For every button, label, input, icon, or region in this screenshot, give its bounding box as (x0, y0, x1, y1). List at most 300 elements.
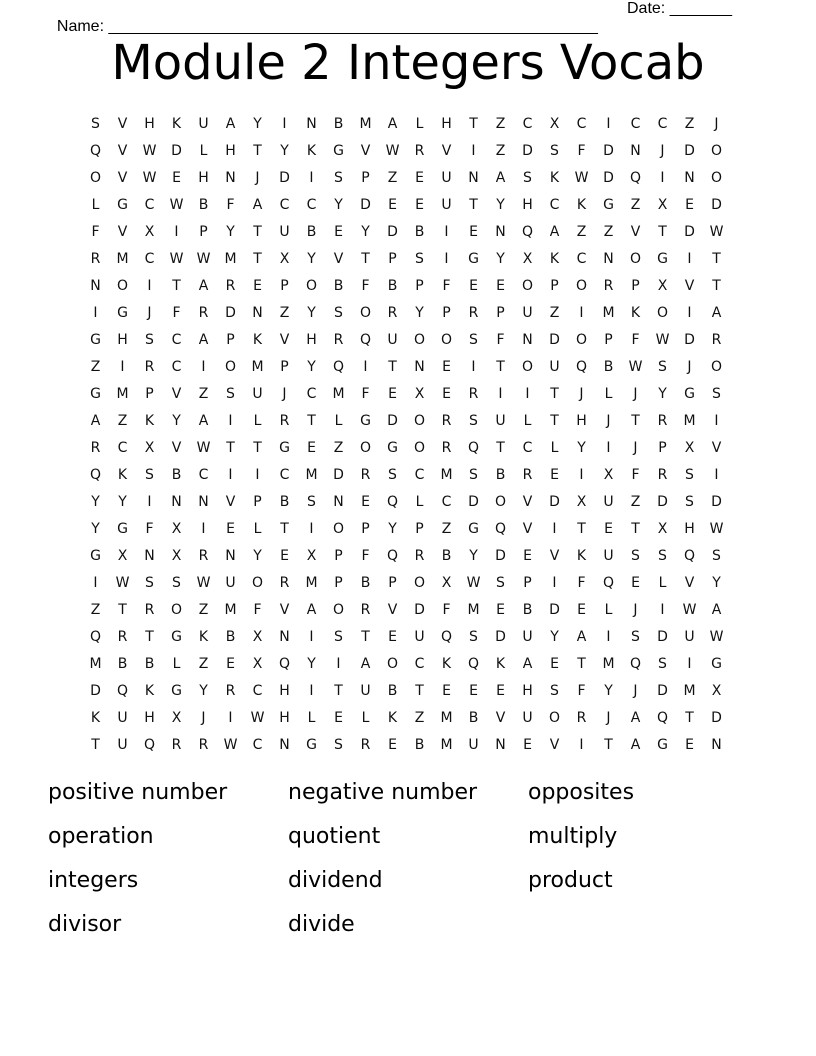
grid-letter: S (712, 386, 721, 402)
grid-letter: T (334, 683, 343, 699)
grid-letter: R (387, 305, 398, 321)
grid-letter: E (631, 575, 640, 591)
grid-letter: P (388, 575, 397, 591)
grid-letter: P (280, 278, 289, 294)
grid-row (82, 705, 730, 732)
grid-letter: U (603, 494, 614, 510)
grid-letter: X (171, 710, 182, 726)
grid-letter: G (171, 629, 182, 645)
grid-letter: B (333, 116, 344, 132)
grid-letter: Q (386, 548, 399, 564)
grid-letter: M (683, 413, 696, 429)
grid-letter: X (576, 494, 587, 510)
grid-letter: Z (279, 305, 290, 321)
grid-letter: E (685, 737, 694, 753)
grid-letter: X (117, 548, 128, 564)
grid-letter: I (687, 251, 692, 267)
grid-letter: I (282, 116, 287, 132)
grid-letter: X (684, 440, 695, 456)
grid-letter: I (363, 359, 368, 375)
grid-letter: Z (117, 413, 128, 429)
grid-letter: C (252, 737, 263, 753)
grid-letter: Q (575, 359, 588, 375)
grid-letter: Z (630, 197, 641, 213)
grid-letter: O (413, 440, 426, 456)
grid-letter: Y (334, 197, 343, 213)
grid-letter: R (441, 413, 452, 429)
grid-letter: U (522, 305, 533, 321)
grid-letter: D (279, 170, 290, 186)
grid-letter: L (604, 602, 613, 618)
grid-letter: H (522, 197, 533, 213)
grid-letter: J (633, 602, 638, 618)
grid-letter: S (550, 143, 559, 159)
grid-letter: I (660, 170, 665, 186)
grid-letter: R (657, 413, 668, 429)
grid-letter: W (466, 575, 481, 591)
grid-letter: I (228, 413, 233, 429)
grid-letter: D (657, 494, 668, 510)
grid-letter: E (604, 521, 613, 537)
grid-letter: B (144, 656, 155, 672)
grid-letter: E (280, 548, 289, 564)
grid-letter: E (496, 278, 505, 294)
grid-letter: Q (89, 629, 102, 645)
grid-letter: Z (441, 521, 452, 537)
grid-letter: D (684, 143, 695, 159)
grid-letter: P (442, 305, 451, 321)
grid-letter: S (145, 332, 154, 348)
word-list (48, 777, 768, 941)
grid-letter: M (602, 656, 615, 672)
grid-letter: I (471, 359, 476, 375)
grid-letter: M (116, 386, 129, 402)
grid-letter: C (171, 359, 182, 375)
grid-letter: L (91, 197, 100, 213)
grid-letter: P (361, 521, 370, 537)
grid-letter: T (496, 359, 505, 375)
grid-letter: P (361, 170, 370, 186)
grid-letter: X (252, 656, 263, 672)
grid-letter: I (606, 629, 611, 645)
grid-letter: M (440, 710, 453, 726)
grid-letter: O (170, 602, 183, 618)
grid-letter: X (603, 467, 614, 483)
grid-letter: B (306, 224, 317, 240)
grid-letter: T (118, 602, 127, 618)
grid-letter: Z (198, 602, 209, 618)
grid-letter: P (658, 440, 667, 456)
grid-letter: E (469, 683, 478, 699)
grid-letter: L (334, 413, 343, 429)
grid-letter: T (496, 440, 505, 456)
grid-letter: A (630, 737, 641, 753)
grid-letter: E (415, 197, 424, 213)
grid-letter: A (198, 332, 209, 348)
grid-letter: D (603, 170, 614, 186)
grid-letter: M (683, 683, 696, 699)
grid-letter: B (225, 629, 236, 645)
grid-letter: L (361, 710, 370, 726)
grid-letter: A (360, 656, 371, 672)
grid-letter: V (117, 116, 128, 132)
grid-letter: S (145, 467, 154, 483)
grid-letter: Q (440, 629, 453, 645)
grid-letter: P (226, 332, 235, 348)
grid-letter: Z (90, 359, 101, 375)
grid-letter: T (469, 197, 478, 213)
grid-letter: Q (89, 143, 102, 159)
grid-row (82, 435, 730, 462)
grid-letter: U (360, 683, 371, 699)
grid-letter: S (145, 575, 154, 591)
grid-letter: E (442, 386, 451, 402)
grid-letter: I (147, 278, 152, 294)
grid-letter: I (201, 359, 206, 375)
grid-letter: T (712, 251, 721, 267)
grid-letter: C (144, 251, 155, 267)
grid-letter: R (360, 737, 371, 753)
grid-letter: S (469, 413, 478, 429)
grid-letter: F (496, 332, 505, 348)
grid-letter: Y (172, 413, 181, 429)
grid-letter: B (387, 278, 398, 294)
grid-letter: U (441, 170, 452, 186)
grid-letter: H (306, 332, 317, 348)
grid-letter: D (522, 143, 533, 159)
grid-letter: G (360, 413, 371, 429)
grid-letter: N (468, 170, 479, 186)
grid-letter: G (90, 332, 101, 348)
grid-letter: O (440, 332, 453, 348)
grid-letter: O (359, 440, 372, 456)
grid-letter: G (333, 143, 344, 159)
grid-letter: J (606, 710, 611, 726)
date-field-label: Date: _______ (627, 0, 732, 17)
grid-letter: N (279, 737, 290, 753)
grid-row (82, 354, 730, 381)
grid-letter: R (414, 143, 425, 159)
grid-letter: C (522, 440, 533, 456)
grid-letter: Q (629, 656, 642, 672)
grid-letter: B (117, 656, 128, 672)
grid-letter: X (549, 116, 560, 132)
grid-letter: D (684, 332, 695, 348)
grid-letter: E (307, 440, 316, 456)
grid-letter: S (415, 251, 424, 267)
grid-letter: H (576, 413, 587, 429)
grid-letter: H (441, 116, 452, 132)
grid-letter: I (228, 467, 233, 483)
grid-row (82, 219, 730, 246)
grid-letter: D (495, 629, 506, 645)
grid-letter: D (549, 602, 560, 618)
grid-letter: X (306, 548, 317, 564)
grid-letter: Z (198, 386, 209, 402)
grid-letter: D (171, 143, 182, 159)
grid-letter: U (549, 359, 560, 375)
grid-letter: R (657, 467, 668, 483)
grid-letter: G (468, 251, 479, 267)
grid-letter: V (522, 521, 533, 537)
grid-letter: O (710, 170, 723, 186)
grid-row (82, 570, 730, 597)
grid-letter: K (441, 656, 452, 672)
word-list-item: divide (288, 912, 355, 937)
grid-row (82, 381, 730, 408)
grid-letter: E (388, 629, 397, 645)
grid-letter: F (361, 548, 370, 564)
grid-letter: E (334, 710, 343, 726)
grid-letter: E (334, 224, 343, 240)
grid-letter: P (334, 575, 343, 591)
grid-letter: W (709, 629, 724, 645)
grid-letter: S (550, 683, 559, 699)
grid-letter: O (89, 170, 102, 186)
grid-letter: O (521, 278, 534, 294)
grid-letter: T (631, 413, 640, 429)
grid-letter: T (253, 440, 262, 456)
grid-letter: C (414, 656, 425, 672)
grid-row (82, 651, 730, 678)
grid-letter: Y (469, 548, 478, 564)
grid-letter: P (145, 386, 154, 402)
grid-letter: T (145, 629, 154, 645)
grid-letter: N (90, 278, 101, 294)
grid-letter: C (549, 197, 560, 213)
grid-letter: O (629, 251, 642, 267)
grid-letter: G (603, 197, 614, 213)
grid-letter: V (549, 737, 560, 753)
grid-letter: I (687, 656, 692, 672)
grid-letter: Y (253, 116, 262, 132)
grid-letter: B (387, 683, 398, 699)
grid-letter: K (198, 629, 209, 645)
grid-letter: Y (550, 629, 559, 645)
grid-letter: N (495, 737, 506, 753)
grid-letter: O (359, 305, 372, 321)
grid-letter: T (388, 359, 397, 375)
grid-letter: O (332, 521, 345, 537)
grid-letter: G (468, 521, 479, 537)
grid-letter: R (468, 386, 479, 402)
grid-letter: K (117, 467, 128, 483)
grid-letter: R (711, 332, 722, 348)
grid-letter: W (196, 251, 211, 267)
grid-letter: D (495, 548, 506, 564)
grid-letter: Q (683, 548, 696, 564)
grid-letter: I (309, 170, 314, 186)
grid-letter: P (334, 548, 343, 564)
grid-letter: S (523, 170, 532, 186)
grid-letter: A (630, 710, 641, 726)
grid-letter: M (116, 251, 129, 267)
grid-letter: Y (280, 143, 289, 159)
grid-letter: F (631, 332, 640, 348)
grid-letter: D (90, 683, 101, 699)
grid-letter: L (604, 386, 613, 402)
grid-letter: C (117, 440, 128, 456)
grid-letter: P (280, 359, 289, 375)
grid-letter: Q (494, 521, 507, 537)
grid-letter: M (602, 305, 615, 321)
grid-letter: S (334, 305, 343, 321)
grid-letter: I (336, 656, 341, 672)
grid-letter: Z (495, 116, 506, 132)
grid-letter: C (198, 467, 209, 483)
grid-letter: M (305, 575, 318, 591)
grid-letter: D (468, 494, 479, 510)
name-field-label: Name: _______________________________________________________ (56, 18, 598, 35)
grid-letter: E (415, 170, 424, 186)
grid-letter: E (442, 359, 451, 375)
grid-letter: O (413, 575, 426, 591)
grid-letter: O (332, 602, 345, 618)
grid-letter: W (169, 251, 184, 267)
grid-letter: Y (307, 251, 316, 267)
grid-letter: E (496, 602, 505, 618)
grid-row (82, 543, 730, 570)
grid-letter: U (279, 224, 290, 240)
grid-letter: D (414, 602, 425, 618)
grid-letter: Q (521, 224, 534, 240)
grid-letter: F (253, 602, 262, 618)
grid-letter: S (172, 575, 181, 591)
grid-letter: P (604, 332, 613, 348)
grid-letter: Q (467, 440, 480, 456)
grid-letter: V (684, 278, 695, 294)
grid-row (82, 624, 730, 651)
grid-letter: L (307, 710, 316, 726)
grid-letter: D (684, 224, 695, 240)
word-list-item: operation (48, 824, 154, 849)
grid-letter: B (495, 467, 506, 483)
grid-letter: G (90, 548, 101, 564)
grid-letter: N (684, 170, 695, 186)
grid-letter: R (90, 251, 101, 267)
grid-letter: L (253, 413, 262, 429)
grid-letter: S (334, 629, 343, 645)
grid-letter: I (309, 683, 314, 699)
grid-row (82, 300, 730, 327)
grid-letter: O (413, 413, 426, 429)
grid-letter: E (172, 170, 181, 186)
grid-letter: O (656, 305, 669, 321)
grid-letter: T (550, 386, 559, 402)
grid-letter: S (658, 548, 667, 564)
grid-letter: Q (89, 467, 102, 483)
grid-letter: T (577, 521, 586, 537)
grid-letter: W (709, 521, 724, 537)
grid-letter: I (579, 305, 584, 321)
grid-letter: I (606, 440, 611, 456)
grid-letter: K (630, 305, 641, 321)
grid-letter: X (252, 629, 263, 645)
header (48, 0, 748, 35)
grid-letter: T (253, 251, 262, 267)
grid-letter: U (441, 197, 452, 213)
grid-row (82, 327, 730, 354)
grid-letter: W (709, 224, 724, 240)
grid-letter: S (469, 629, 478, 645)
grid-letter: P (388, 251, 397, 267)
grid-letter: R (198, 737, 209, 753)
grid-letter: T (604, 737, 613, 753)
grid-letter: O (710, 359, 723, 375)
grid-letter: X (657, 278, 668, 294)
grid-letter: K (252, 332, 263, 348)
grid-letter: W (385, 143, 400, 159)
grid-letter: A (198, 278, 209, 294)
grid-letter: J (687, 359, 692, 375)
grid-letter: F (361, 278, 370, 294)
grid-letter: N (279, 629, 290, 645)
grid-letter: B (414, 224, 425, 240)
grid-letter: Y (496, 197, 505, 213)
grid-letter: M (224, 602, 237, 618)
grid-row (82, 111, 730, 138)
grid-letter: Z (90, 602, 101, 618)
grid-letter: S (496, 575, 505, 591)
grid-letter: T (361, 629, 370, 645)
grid-letter: P (199, 224, 208, 240)
grid-letter: S (712, 548, 721, 564)
grid-letter: V (630, 224, 641, 240)
grid-letter: K (387, 710, 398, 726)
grid-letter: A (387, 116, 398, 132)
grid-letter: T (550, 413, 559, 429)
grid-letter: T (253, 224, 262, 240)
grid-letter: Y (577, 440, 586, 456)
grid-letter: D (225, 305, 236, 321)
grid-letter: U (684, 629, 695, 645)
grid-letter: G (684, 386, 695, 402)
grid-row (82, 732, 730, 759)
grid-letter: R (441, 440, 452, 456)
grid-letter: Y (658, 386, 667, 402)
grid-letter: L (523, 413, 532, 429)
grid-letter: Z (603, 224, 614, 240)
grid-letter: W (682, 602, 697, 618)
grid-row (82, 516, 730, 543)
grid-letter: K (144, 413, 155, 429)
grid-letter: I (309, 629, 314, 645)
grid-letter: P (550, 278, 559, 294)
grid-letter: B (603, 359, 614, 375)
grid-letter: E (226, 656, 235, 672)
grid-letter: F (577, 143, 586, 159)
grid-letter: Y (361, 224, 370, 240)
grid-letter: X (711, 683, 722, 699)
grid-letter: Y (415, 305, 424, 321)
grid-letter: J (633, 683, 638, 699)
grid-letter: Y (604, 683, 613, 699)
grid-letter: M (89, 656, 102, 672)
grid-letter: R (576, 710, 587, 726)
grid-letter: R (360, 467, 371, 483)
grid-letter: Q (656, 710, 669, 726)
grid-letter: E (550, 656, 559, 672)
grid-letter: U (225, 575, 236, 591)
grid-letter: V (549, 548, 560, 564)
grid-letter: Y (91, 521, 100, 537)
grid-letter: G (657, 737, 668, 753)
grid-letter: R (279, 413, 290, 429)
grid-letter: E (550, 467, 559, 483)
grid-letter: M (359, 116, 372, 132)
grid-row (82, 678, 730, 705)
grid-letter: E (361, 494, 370, 510)
